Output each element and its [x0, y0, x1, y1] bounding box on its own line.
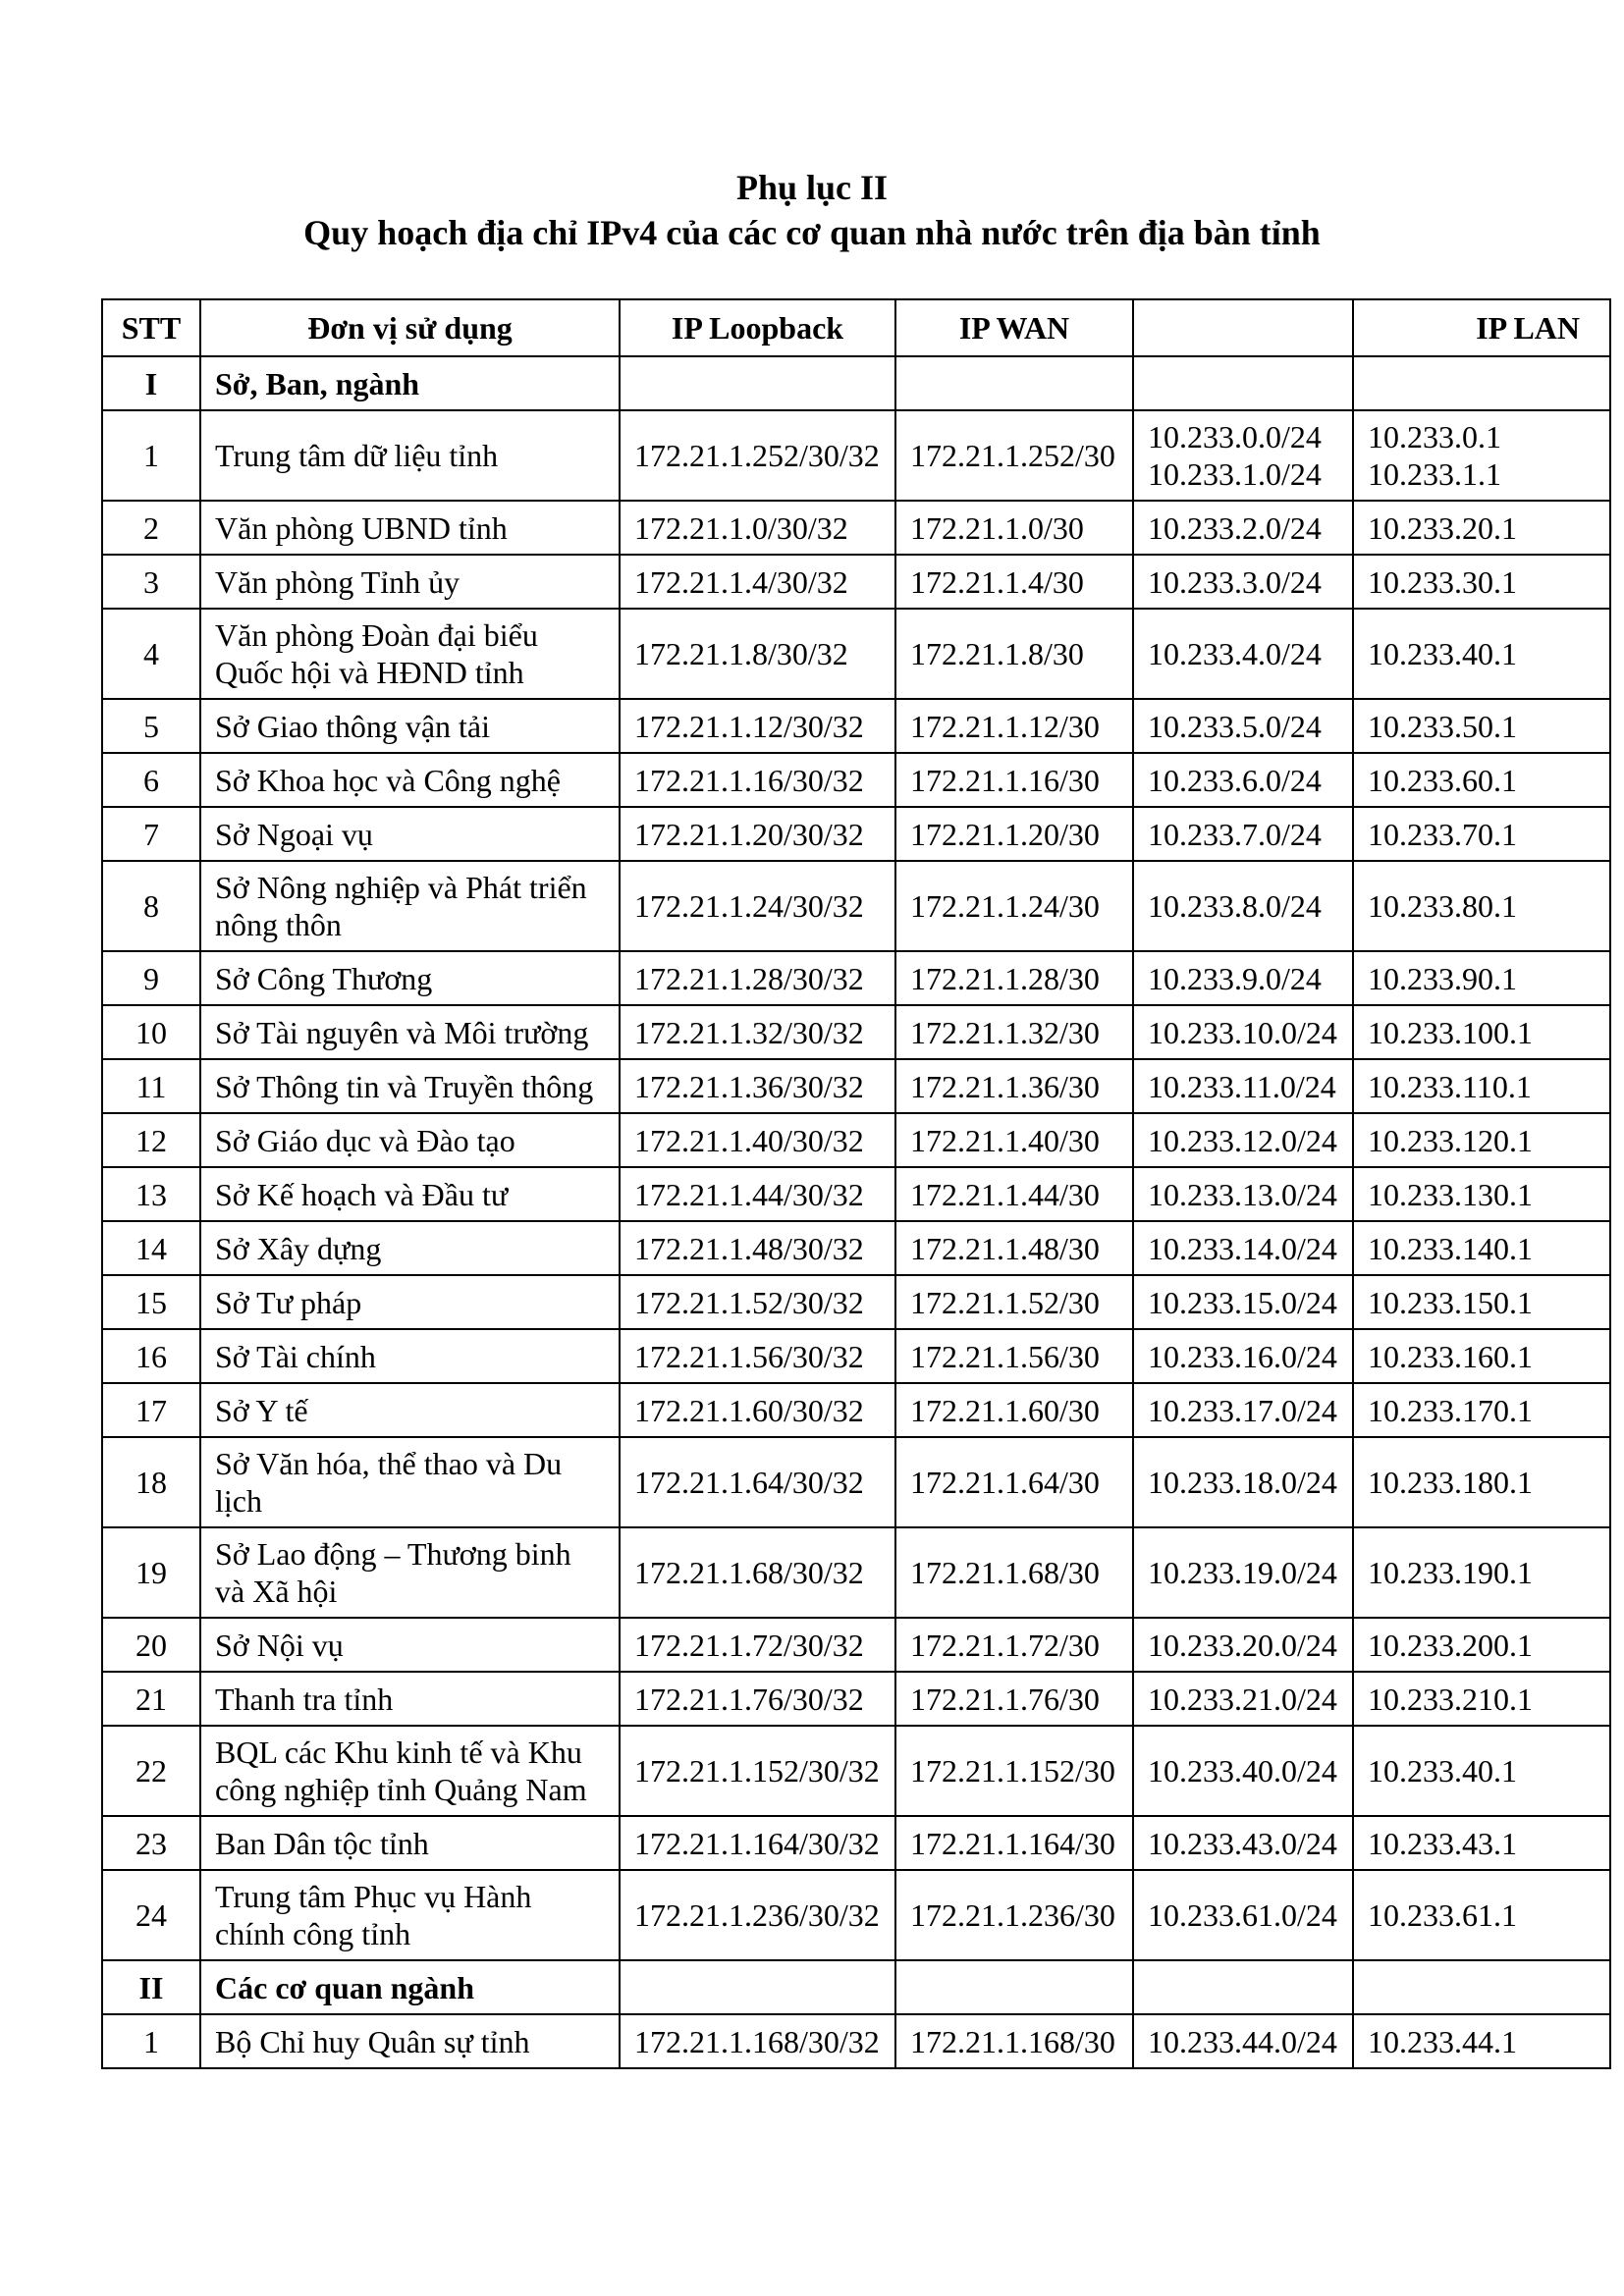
row-number: 22 [102, 1726, 200, 1816]
ip-lan [1353, 1275, 1610, 1329]
header-stt: STT [102, 299, 200, 356]
ip-loopback: 172.21.1.36/30/32 [620, 1059, 895, 1113]
subnet-value: 10.233.16.0/24 [1148, 1338, 1337, 1374]
ip-loopback: 172.21.1.164/30/32 [620, 1816, 895, 1870]
ip-lan [1353, 861, 1610, 951]
ip-wan: 172.21.1.16/30 [895, 753, 1133, 807]
row-number: 5 [102, 699, 200, 753]
row-number: 14 [102, 1221, 200, 1275]
unit-name: BQL các Khu kinh tế và Khu công nghiệp tỉnh Quảng Nam [200, 1726, 620, 1816]
ip-subnet [1133, 410, 1353, 501]
lan-value: 10.233.210.1 [1368, 1681, 1533, 1717]
subnet-value: 10.233.11.0/24 [1148, 1068, 1336, 1104]
document-title [0, 165, 1624, 255]
subnet-value: 10.233.9.0/24 [1148, 960, 1322, 996]
header-loopback: IP Loopback [620, 299, 895, 356]
lan-value: 10.233.40.1 [1368, 636, 1517, 671]
row-number: 13 [102, 1167, 200, 1221]
subnet-value: 10.233.5.0/24 [1148, 708, 1322, 744]
row-number: 23 [102, 1816, 200, 1870]
lan-value: 10.233.190.1 [1368, 1555, 1533, 1590]
ip-lan [1353, 1816, 1610, 1870]
unit-name: Sở Y tế [200, 1383, 620, 1437]
header-unit: Đơn vị sử dụng [200, 299, 620, 356]
lan-value: 10.233.150.1 [1368, 1284, 1533, 1320]
unit-name: Sở Lao động – Thương binh và Xã hội [200, 1527, 620, 1618]
lan-value: 10.233.40.1 [1368, 1753, 1517, 1789]
ip-loopback: 172.21.1.12/30/32 [620, 699, 895, 753]
ip-subnet [1133, 1870, 1353, 1960]
lan-value: 10.233.44.1 [1368, 2023, 1517, 2059]
lan-value: 10.233.0.1 [1368, 419, 1501, 454]
ip-loopback: 172.21.1.4/30/32 [620, 555, 895, 609]
row-number: 4 [102, 609, 200, 699]
ip-lan [1353, 1059, 1610, 1113]
table-row [102, 609, 1610, 699]
ip-subnet [1133, 1167, 1353, 1221]
ip-wan: 172.21.1.32/30 [895, 1005, 1133, 1059]
ip-lan [1353, 1672, 1610, 1726]
unit-name: Sở Khoa học và Công nghệ [200, 753, 620, 807]
unit-name: Thanh tra tỉnh [200, 1672, 620, 1726]
table-body [102, 356, 1610, 2068]
ip-wan: 172.21.1.168/30 [895, 2014, 1133, 2068]
ip-lan [1353, 699, 1610, 753]
ip-subnet [1133, 1059, 1353, 1113]
table-row [102, 1005, 1610, 1059]
ip-wan: 172.21.1.0/30 [895, 501, 1133, 555]
ip-lan [1353, 807, 1610, 861]
ip-lan [1353, 410, 1610, 501]
row-number: 15 [102, 1275, 200, 1329]
ip-lan [1353, 1005, 1610, 1059]
lan-value: 10.233.90.1 [1368, 960, 1517, 996]
unit-name: Sở Xây dựng [200, 1221, 620, 1275]
ip-wan: 172.21.1.28/30 [895, 951, 1133, 1005]
empty-cell [1353, 1960, 1610, 2014]
lan-value: 10.233.70.1 [1368, 816, 1517, 852]
subnet-value: 10.233.0.0/24 [1148, 419, 1322, 454]
ip-subnet [1133, 501, 1353, 555]
table-row [102, 501, 1610, 555]
ip-lan [1353, 1113, 1610, 1167]
subnet-value: 10.233.8.0/24 [1148, 888, 1322, 924]
row-number: 1 [102, 2014, 200, 2068]
ip-lan [1353, 609, 1610, 699]
row-number: 19 [102, 1527, 200, 1618]
empty-cell [895, 356, 1133, 410]
table-row [102, 1383, 1610, 1437]
lan-value: 10.233.130.1 [1368, 1176, 1533, 1212]
ip-wan: 172.21.1.68/30 [895, 1527, 1133, 1618]
ip-subnet [1133, 1275, 1353, 1329]
row-number: 12 [102, 1113, 200, 1167]
header-wan: IP WAN [895, 299, 1133, 356]
section-number: I [102, 356, 200, 410]
table-row [102, 1167, 1610, 1221]
subnet-value: 10.233.44.0/24 [1148, 2023, 1337, 2059]
ip-lan [1353, 1221, 1610, 1275]
unit-name: Sở Giáo dục và Đào tạo [200, 1113, 620, 1167]
ip-plan-table [101, 298, 1611, 2069]
ip-wan: 172.21.1.48/30 [895, 1221, 1133, 1275]
lan-value: 10.233.43.1 [1368, 1825, 1517, 1861]
ip-wan: 172.21.1.164/30 [895, 1816, 1133, 1870]
subnet-value: 10.233.14.0/24 [1148, 1230, 1337, 1266]
ip-subnet [1133, 1221, 1353, 1275]
ip-lan [1353, 1383, 1610, 1437]
ip-subnet [1133, 1527, 1353, 1618]
subnet-value: 10.233.12.0/24 [1148, 1122, 1337, 1158]
ip-loopback: 172.21.1.68/30/32 [620, 1527, 895, 1618]
ip-loopback: 172.21.1.28/30/32 [620, 951, 895, 1005]
table-row [102, 1329, 1610, 1383]
ip-wan: 172.21.1.56/30 [895, 1329, 1133, 1383]
table-row [102, 1618, 1610, 1672]
row-number: 21 [102, 1672, 200, 1726]
unit-name: Sở Ngoại vụ [200, 807, 620, 861]
ip-wan: 172.21.1.72/30 [895, 1618, 1133, 1672]
unit-name: Sở Kế hoạch và Đầu tư [200, 1167, 620, 1221]
lan-value: 10.233.100.1 [1368, 1014, 1533, 1050]
subnet-value: 10.233.3.0/24 [1148, 563, 1322, 600]
row-number: 8 [102, 861, 200, 951]
subnet-value: 10.233.13.0/24 [1148, 1176, 1337, 1212]
table-row [102, 951, 1610, 1005]
header-subnet [1133, 299, 1353, 356]
subnet-value: 10.233.1.0/24 [1148, 456, 1322, 492]
unit-name: Sở Công Thương [200, 951, 620, 1005]
table-row [102, 1221, 1610, 1275]
row-number: 3 [102, 555, 200, 609]
row-number: 24 [102, 1870, 200, 1960]
lan-value: 10.233.61.1 [1368, 1897, 1517, 1933]
ip-subnet [1133, 1005, 1353, 1059]
ip-loopback: 172.21.1.236/30/32 [620, 1870, 895, 1960]
ip-wan: 172.21.1.44/30 [895, 1167, 1133, 1221]
table-row [102, 861, 1610, 951]
ip-loopback: 172.21.1.168/30/32 [620, 2014, 895, 2068]
ip-loopback: 172.21.1.0/30/32 [620, 501, 895, 555]
lan-value: 10.233.110.1 [1368, 1068, 1532, 1104]
ip-lan [1353, 1726, 1610, 1816]
ip-loopback: 172.21.1.76/30/32 [620, 1672, 895, 1726]
ip-lan [1353, 501, 1610, 555]
unit-name: Văn phòng UBND tỉnh [200, 501, 620, 555]
lan-value: 10.233.180.1 [1368, 1465, 1533, 1500]
section-title: Sở, Ban, ngành [200, 356, 620, 410]
subnet-value: 10.233.19.0/24 [1148, 1555, 1337, 1590]
section-number: II [102, 1960, 200, 2014]
ip-loopback: 172.21.1.252/30/32 [620, 410, 895, 501]
subnet-value: 10.233.20.0/24 [1148, 1627, 1337, 1663]
ip-loopback: 172.21.1.56/30/32 [620, 1329, 895, 1383]
table-row [102, 555, 1610, 609]
ip-subnet [1133, 1726, 1353, 1816]
subnet-value: 10.233.10.0/24 [1148, 1014, 1337, 1050]
lan-value: 10.233.140.1 [1368, 1230, 1533, 1266]
table-row [102, 1437, 1610, 1527]
table-row [102, 1059, 1610, 1113]
ip-wan: 172.21.1.236/30 [895, 1870, 1133, 1960]
subnet-value: 10.233.6.0/24 [1148, 762, 1322, 798]
empty-cell [620, 1960, 895, 2014]
table-row [102, 1816, 1610, 1870]
unit-name: Sở Tư pháp [200, 1275, 620, 1329]
subnet-value: 10.233.40.0/24 [1148, 1753, 1337, 1789]
ip-lan [1353, 1167, 1610, 1221]
table-row [102, 1275, 1610, 1329]
table-row [102, 1672, 1610, 1726]
ip-lan [1353, 1329, 1610, 1383]
appendix-heading: Phụ lục II [735, 168, 889, 207]
ip-loopback: 172.21.1.48/30/32 [620, 1221, 895, 1275]
unit-name: Sở Thông tin và Truyền thông [200, 1059, 620, 1113]
ip-subnet [1133, 1383, 1353, 1437]
ip-wan: 172.21.1.20/30 [895, 807, 1133, 861]
ip-wan: 172.21.1.24/30 [895, 861, 1133, 951]
subnet-value: 10.233.15.0/24 [1148, 1284, 1337, 1320]
section-title: Các cơ quan ngành [200, 1960, 620, 2014]
unit-name: Ban Dân tộc tỉnh [200, 1816, 620, 1870]
header-lan: IP LAN [1353, 299, 1610, 356]
ip-loopback: 172.21.1.60/30/32 [620, 1383, 895, 1437]
lan-value: 10.233.170.1 [1368, 1392, 1533, 1428]
ip-wan: 172.21.1.36/30 [895, 1059, 1133, 1113]
subnet-value: 10.233.61.0/24 [1148, 1897, 1337, 1933]
unit-name: Văn phòng Tỉnh ủy [200, 555, 620, 609]
ip-wan: 172.21.1.64/30 [895, 1437, 1133, 1527]
ip-lan [1353, 2014, 1610, 2068]
appendix-subtitle: Quy hoạch địa chỉ IPv4 của các cơ quan nhà nước trên địa bàn tỉnh [303, 213, 1321, 252]
ip-subnet [1133, 555, 1353, 609]
lan-value: 10.233.1.1 [1368, 456, 1501, 492]
table-row [102, 1726, 1610, 1816]
ip-subnet [1133, 861, 1353, 951]
unit-name: Sở Văn hóa, thể thao và Du lịch [200, 1437, 620, 1527]
ip-loopback: 172.21.1.52/30/32 [620, 1275, 895, 1329]
subnet-value: 10.233.21.0/24 [1148, 1681, 1337, 1717]
ip-subnet [1133, 1113, 1353, 1167]
unit-name: Trung tâm dữ liệu tỉnh [200, 410, 620, 501]
ip-lan [1353, 753, 1610, 807]
ip-loopback: 172.21.1.20/30/32 [620, 807, 895, 861]
ip-lan [1353, 555, 1610, 609]
ip-wan: 172.21.1.252/30 [895, 410, 1133, 501]
subnet-value: 10.233.43.0/24 [1148, 1825, 1337, 1861]
ip-loopback: 172.21.1.152/30/32 [620, 1726, 895, 1816]
ip-loopback: 172.21.1.16/30/32 [620, 753, 895, 807]
table-row [102, 753, 1610, 807]
unit-name: Sở Tài chính [200, 1329, 620, 1383]
unit-name: Sở Tài nguyên và Môi trường [200, 1005, 620, 1059]
lan-value: 10.233.160.1 [1368, 1338, 1533, 1374]
empty-cell [1353, 356, 1610, 410]
empty-cell [620, 356, 895, 410]
subnet-value: 10.233.17.0/24 [1148, 1392, 1337, 1428]
ip-subnet [1133, 1329, 1353, 1383]
ip-subnet [1133, 1816, 1353, 1870]
empty-cell [1133, 1960, 1353, 2014]
ip-loopback: 172.21.1.72/30/32 [620, 1618, 895, 1672]
ip-wan: 172.21.1.60/30 [895, 1383, 1133, 1437]
ip-lan [1353, 951, 1610, 1005]
row-number: 11 [102, 1059, 200, 1113]
ip-lan [1353, 1618, 1610, 1672]
unit-name: Văn phòng Đoàn đại biểu Quốc hội và HĐND tỉnh [200, 609, 620, 699]
ip-wan: 172.21.1.12/30 [895, 699, 1133, 753]
ip-lan [1353, 1527, 1610, 1618]
table-row [102, 410, 1610, 501]
subnet-value: 10.233.2.0/24 [1148, 509, 1322, 546]
unit-name: Trung tâm Phục vụ Hành chính công tỉnh [200, 1870, 620, 1960]
row-number: 2 [102, 501, 200, 555]
lan-value: 10.233.60.1 [1368, 762, 1517, 798]
ip-subnet [1133, 1672, 1353, 1726]
table-row [102, 1113, 1610, 1167]
table-row [102, 1870, 1610, 1960]
section-row [102, 1960, 1610, 2014]
subnet-value: 10.233.7.0/24 [1148, 816, 1322, 852]
table-header [102, 299, 1610, 356]
ip-loopback: 172.21.1.44/30/32 [620, 1167, 895, 1221]
ip-loopback: 172.21.1.40/30/32 [620, 1113, 895, 1167]
ip-subnet [1133, 1437, 1353, 1527]
row-number: 7 [102, 807, 200, 861]
section-row [102, 356, 1610, 410]
unit-name: Bộ Chỉ huy Quân sự tỉnh [200, 2014, 620, 2068]
lan-value: 10.233.30.1 [1368, 563, 1517, 600]
ip-subnet [1133, 1618, 1353, 1672]
row-number: 9 [102, 951, 200, 1005]
lan-value: 10.233.20.1 [1368, 509, 1517, 546]
ip-loopback: 172.21.1.8/30/32 [620, 609, 895, 699]
ip-lan [1353, 1437, 1610, 1527]
unit-name: Sở Nông nghiệp và Phát triển nông thôn [200, 861, 620, 951]
subnet-value: 10.233.4.0/24 [1148, 636, 1322, 671]
table-row [102, 699, 1610, 753]
row-number: 18 [102, 1437, 200, 1527]
ip-loopback: 172.21.1.24/30/32 [620, 861, 895, 951]
row-number: 1 [102, 410, 200, 501]
lan-value: 10.233.200.1 [1368, 1627, 1533, 1663]
lan-value: 10.233.80.1 [1368, 888, 1517, 924]
ip-subnet [1133, 807, 1353, 861]
empty-cell [895, 1960, 1133, 2014]
ip-wan: 172.21.1.52/30 [895, 1275, 1133, 1329]
ip-subnet [1133, 2014, 1353, 2068]
lan-value: 10.233.50.1 [1368, 708, 1517, 744]
ip-subnet [1133, 699, 1353, 753]
ip-wan: 172.21.1.8/30 [895, 609, 1133, 699]
ip-loopback: 172.21.1.32/30/32 [620, 1005, 895, 1059]
header-row [102, 299, 1610, 356]
ip-wan: 172.21.1.40/30 [895, 1113, 1133, 1167]
ip-loopback: 172.21.1.64/30/32 [620, 1437, 895, 1527]
row-number: 6 [102, 753, 200, 807]
ip-wan: 172.21.1.4/30 [895, 555, 1133, 609]
lan-value: 10.233.120.1 [1368, 1122, 1533, 1158]
unit-name: Sở Giao thông vận tải [200, 699, 620, 753]
table-row [102, 2014, 1610, 2068]
row-number: 10 [102, 1005, 200, 1059]
ip-subnet [1133, 951, 1353, 1005]
row-number: 20 [102, 1618, 200, 1672]
empty-cell [1133, 356, 1353, 410]
ip-subnet [1133, 609, 1353, 699]
unit-name: Sở Nội vụ [200, 1618, 620, 1672]
table-row [102, 1527, 1610, 1618]
ip-subnet [1133, 753, 1353, 807]
subnet-value: 10.233.18.0/24 [1148, 1465, 1337, 1500]
table-row [102, 807, 1610, 861]
row-number: 16 [102, 1329, 200, 1383]
ip-wan: 172.21.1.152/30 [895, 1726, 1133, 1816]
ip-wan: 172.21.1.76/30 [895, 1672, 1133, 1726]
ip-lan [1353, 1870, 1610, 1960]
row-number: 17 [102, 1383, 200, 1437]
